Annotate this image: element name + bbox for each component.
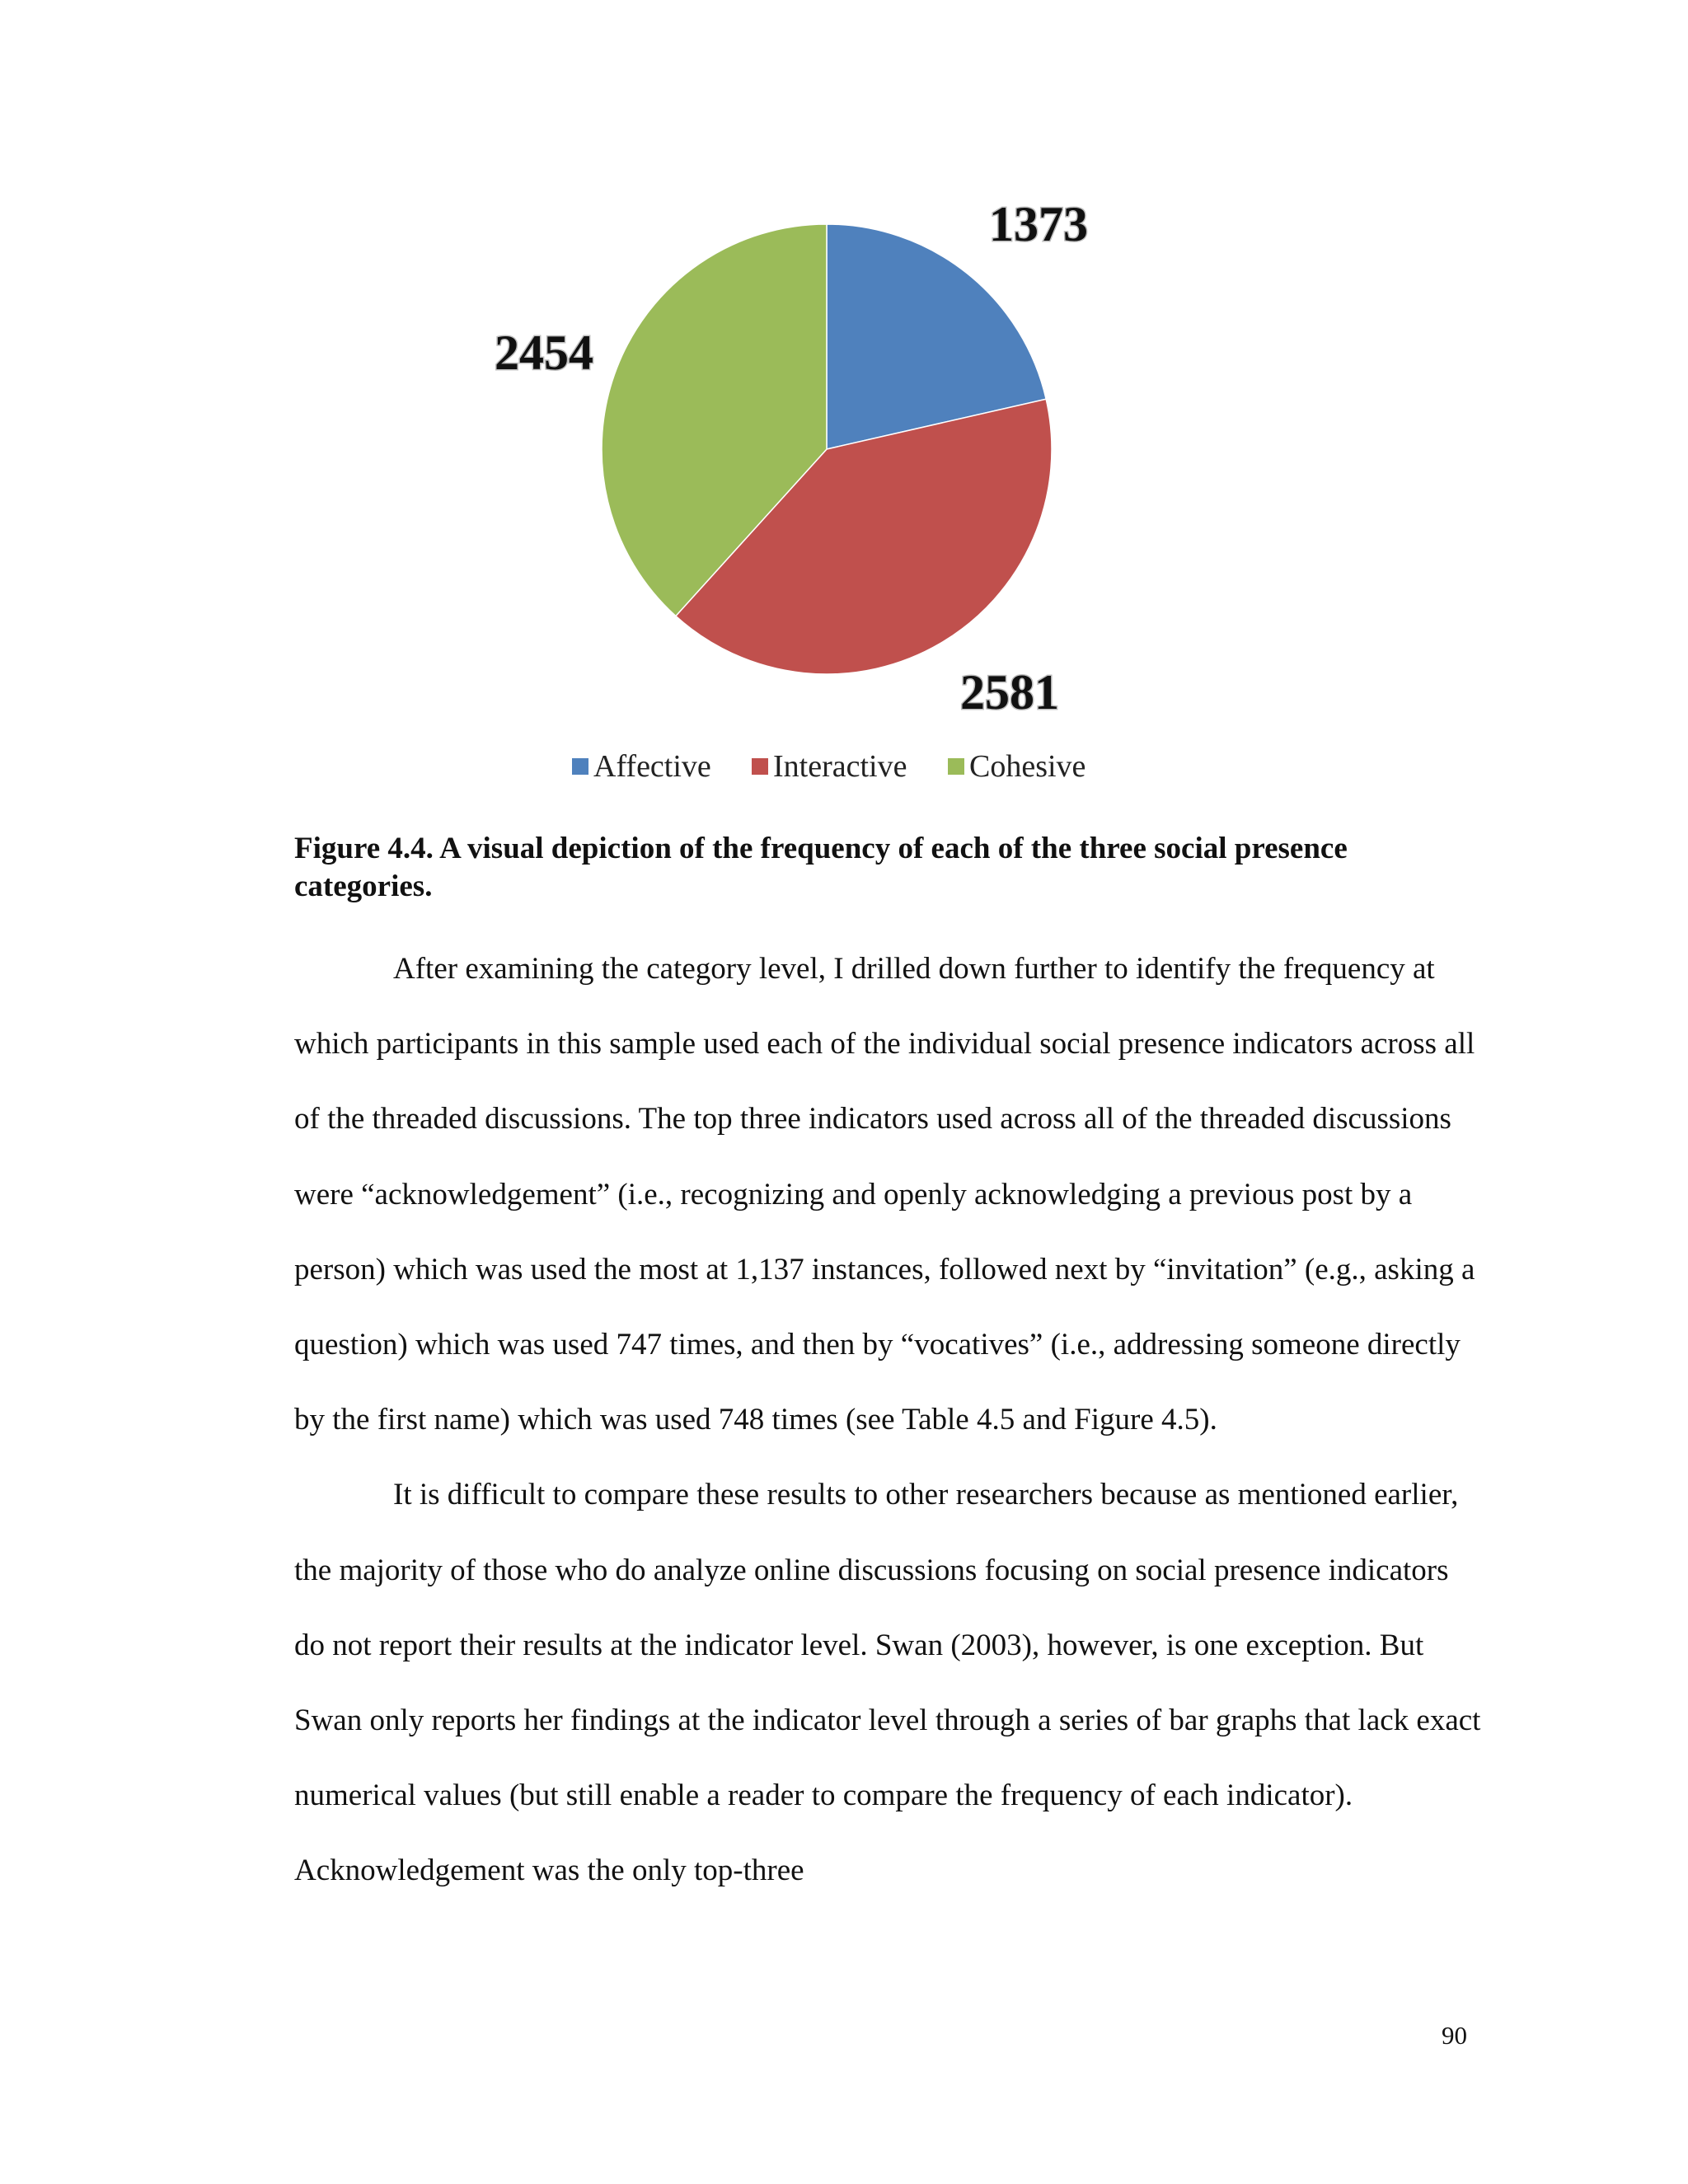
figure-caption: Figure 4.4. A visual depiction of the frequency of each of the three social presence categories.: [294, 832, 1348, 903]
data-label-cohesive: 2454: [495, 326, 593, 380]
legend-label-cohesive: Cohesive: [969, 749, 1086, 784]
paragraph: It is difficult to compare these results to other researchers because as mentioned earlier, the majority of those who do analyze online discussions focusing on social presence indicators do not report their results at the indicator level. Swan (2003), however, is one exception. But Swan only reports her findings at the indicator level through a series of bar graphs that lack exact numerical values (but still enable a reader to compare the frequency of each indicator). Acknowledgement was the only top-three: [294, 1478, 1481, 1888]
pie-slices: [602, 224, 1052, 674]
body-text: [294, 931, 1481, 1909]
chart-legend: [572, 749, 1085, 784]
pie-chart: [462, 190, 1170, 816]
legend-swatch-interactive: [752, 758, 768, 775]
legend-swatch-cohesive: [948, 758, 964, 775]
legend-label-affective: Affective: [593, 749, 711, 784]
data-label-interactive: 2581: [960, 665, 1059, 719]
data-label-affective: 1373: [989, 197, 1088, 251]
paragraph: After examining the category level, I drilled down further to identify the frequency at which participants in this sample used each of the individual social presence indicators across all of the threaded discussions. The top three indicators used across all of the threaded discussions were “acknowledgement” (i.e., recognizing and openly acknowledging a previous post by a person) which was used the most at 1,137 instances, followed next by “invitation” (e.g., asking a question) which was used 747 times, and then by “vocatives” (i.e., addressing someone directly by the first name) which was used 748 times (see Table 4.5 and Figure 4.5).: [294, 952, 1475, 1437]
legend-swatch-affective: [572, 758, 588, 775]
legend-label-interactive: Interactive: [773, 749, 907, 784]
page-number: 90: [1442, 2021, 1467, 2050]
